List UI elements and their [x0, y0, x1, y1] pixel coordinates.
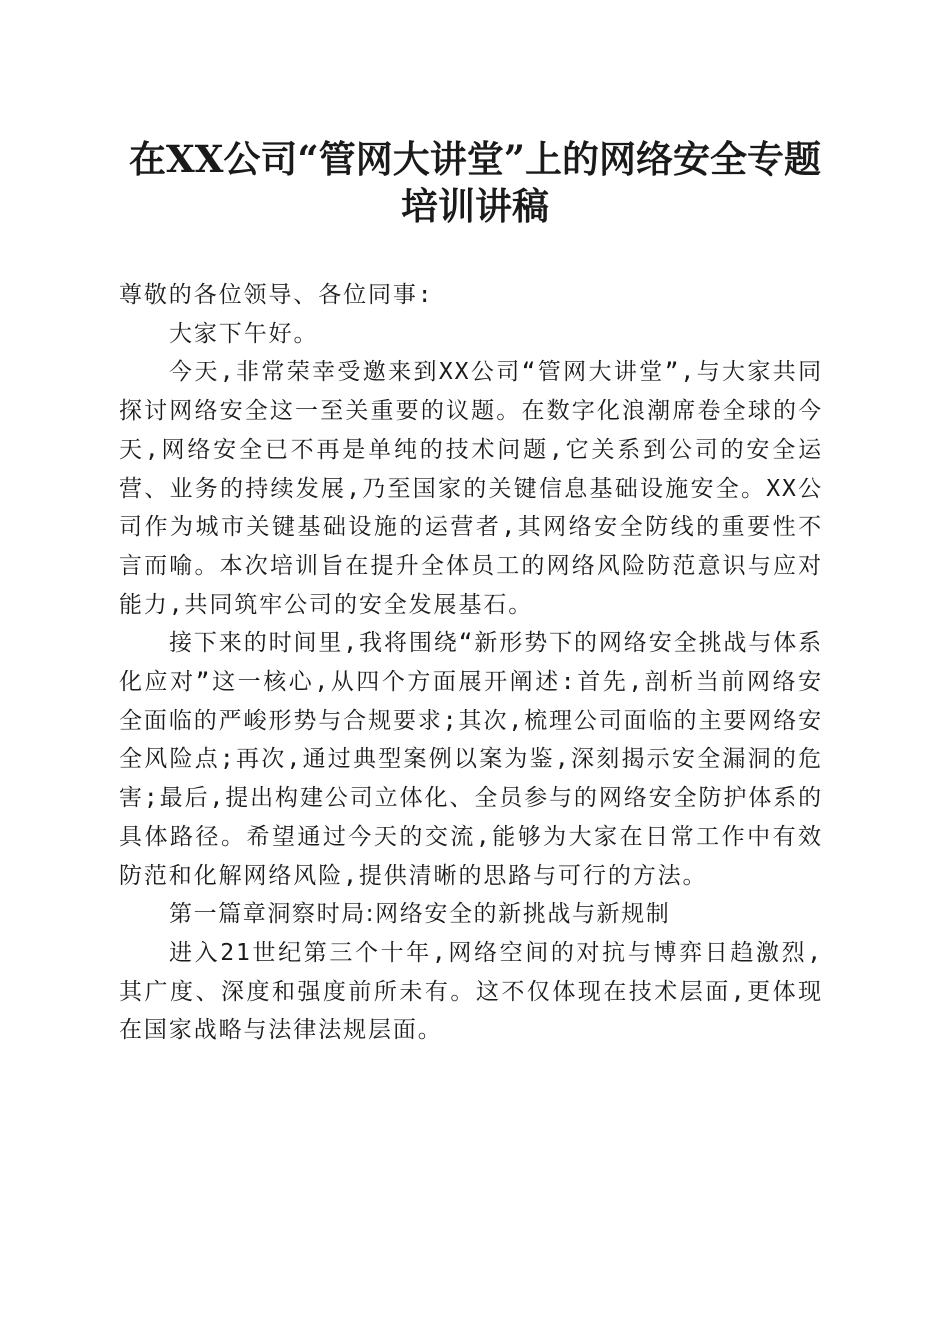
paragraph-outline: 接下来的时间里,我将围绕“新形势下的网络安全挑战与体系化应对”这一核心,从四个方面展开阐述:首先,剖析当前网络安全面临的严峻形势与合规要求;其次,梳理公司面临的主要网络安全风险点;再次,通过典型案例以案为鉴,深刻揭示安全漏洞的危害;最后,提出构建公司立体化、全员参与的网络安全防护体系的具体路径。希望通过今天的交流,能够为大家在日常工作中有效防范和化解网络风险,提供清晰的思路与可行的方法。 — [119, 630, 823, 889]
salutation: 尊敬的各位领导、各位同事: — [119, 282, 434, 308]
document-body — [119, 276, 823, 1050]
document-title-line-2: 培训讲稿 — [401, 184, 549, 228]
paragraph-section-1: 进入21世纪第三个十年,网络空间的对抗与博弈日趋激烈,其广度、深度和强度前所未有。这不仅体现在技术层面,更体现在国家战略与法律法规层面。 — [119, 939, 823, 1044]
greeting: 大家下午好。 — [169, 320, 319, 347]
section-heading: 第一篇章洞察时局:网络安全的新挑战与新规制 — [169, 901, 671, 928]
document-title-line-1: 在XX公司“管网大讲堂”上的网络安全专题 — [129, 137, 821, 181]
paragraph-intro: 今天,非常荣幸受邀来到XX公司“管网大讲堂”,与大家共同探讨网络安全这一至关重要的议题。在数字化浪潮席卷全球的今天,网络安全已不再是单纯的技术问题,它关系到公司的安全运营、业务的持续发展,乃至国家的关键信息基础设施安全。XX公司作为城市关键基础设施的运营者,其网络安全防线的重要性不言而喻。本次培训旨在提升全体员工的网络风险防范意识与应对能力,共同筑牢公司的安全发展基石。 — [119, 359, 823, 618]
